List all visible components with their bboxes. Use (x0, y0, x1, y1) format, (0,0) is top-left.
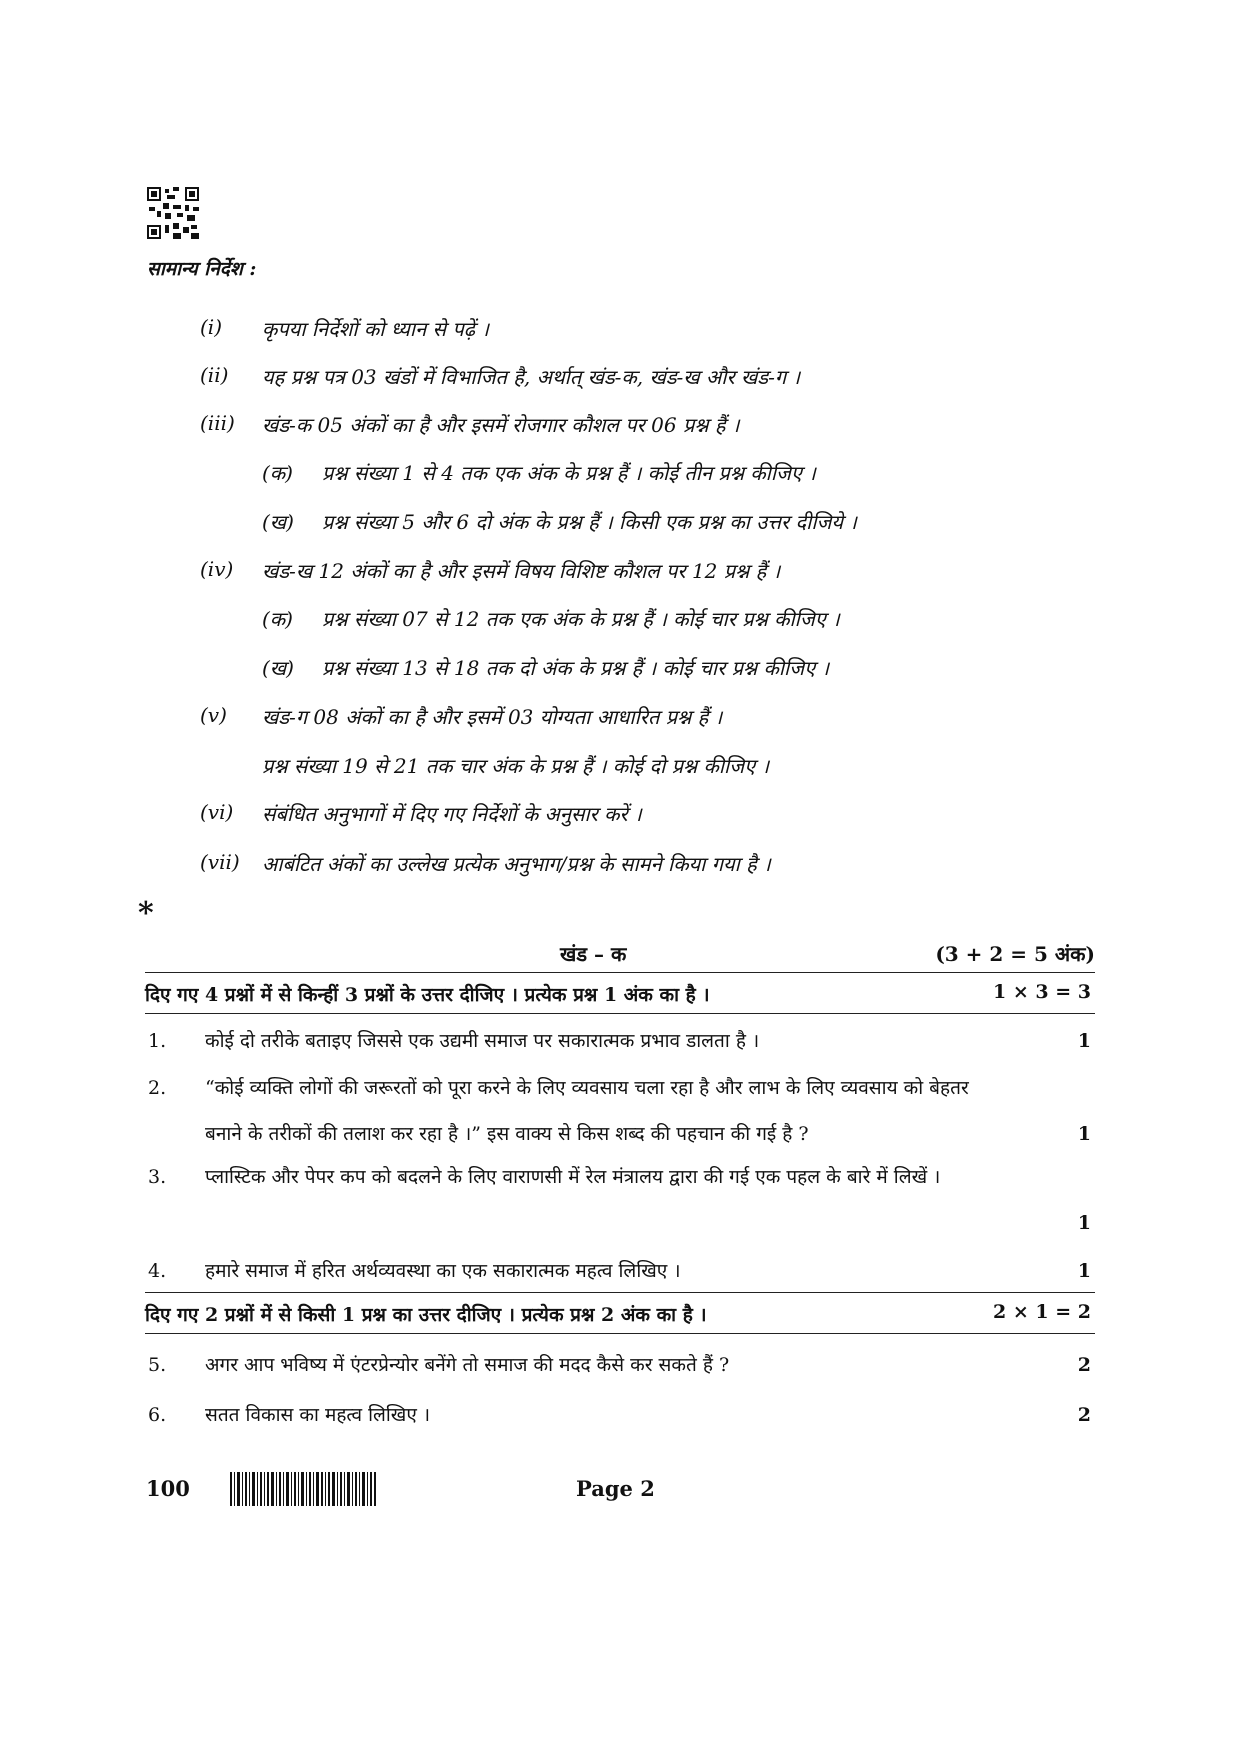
instruction-number: (iii) (200, 411, 235, 435)
instruction-number: (ख) (262, 510, 294, 534)
barcode (230, 1472, 376, 1506)
group-instruction-row (145, 1292, 1095, 1334)
page-number: Page 2 (576, 1476, 655, 1501)
question-text: हमारे समाज में हरित अर्थव्यवस्था का एक सकारात्मक महत्व लिखिए । (205, 1260, 681, 1282)
question-marks: 2 (1077, 1354, 1091, 1376)
instruction-number: (vii) (200, 850, 240, 874)
instruction-number: (vi) (200, 800, 234, 824)
question-marks: 1 (1077, 1260, 1091, 1282)
paper-code: 100 (146, 1476, 190, 1501)
instruction-text: प्रश्न संख्या 19 से 21 तक चार अंक के प्रश्न हैं । कोई दो प्रश्न कीजिए । (262, 754, 770, 778)
question-number: 5. (148, 1354, 167, 1376)
group-instruction-row (145, 972, 1095, 1014)
question-marks: 1 (1077, 1123, 1091, 1145)
instruction-text: प्रश्न संख्या 07 से 12 तक एक अंक के प्रश्न हैं । कोई चार प्रश्न कीजिए । (322, 607, 840, 631)
question-number: 2. (148, 1077, 167, 1099)
instruction-text: संबंधित अनुभागों में दिए गए निर्देशों के अनुसार करें । (262, 802, 642, 826)
instruction-text: आबंटित अंकों का उल्लेख प्रत्येक अनुभाग/प्रश्न के सामने किया गया है । (262, 852, 771, 876)
group-marks: 1 × 3 = 3 (993, 981, 1091, 1003)
instruction-text: प्रश्न संख्या 5 और 6 दो अंक के प्रश्न हैं । किसी एक प्रश्न का उत्तर दीजिये । (322, 510, 857, 534)
group-marks: 2 × 1 = 2 (993, 1301, 1091, 1323)
question-marks: 2 (1077, 1404, 1091, 1426)
question-number: 3. (148, 1166, 167, 1188)
instruction-text: खंड-ग 08 अंकों का है और इसमें 03 योग्यता आधारित प्रश्न हैं । (262, 705, 723, 729)
question-marks: 1 (1077, 1212, 1091, 1234)
instruction-number: (ख) (262, 656, 294, 680)
instruction-text: यह प्रश्न पत्र 03 खंडों में विभाजित है, अर्थात् खंड-क, खंड-ख और खंड-ग । (262, 365, 801, 389)
question-text: अगर आप भविष्य में एंटरप्रेन्योर बनेंगे तो समाज की मदद कैसे कर सकते हैं ? (205, 1354, 730, 1376)
instruction-text: प्रश्न संख्या 13 से 18 तक दो अंक के प्रश्न हैं । कोई चार प्रश्न कीजिए । (322, 656, 830, 680)
star-mark: * (138, 896, 154, 931)
general-instructions-heading: सामान्य निर्देश : (147, 258, 257, 280)
section-marks: (3 + 2 = 5 अंक) (935, 942, 1095, 966)
instruction-number: (क) (262, 461, 293, 485)
group-instruction: दिए गए 4 प्रश्नों में से किन्हीं 3 प्रश्नों के उत्तर दीजिए । प्रत्येक प्रश्न 1 अंक का है । (145, 984, 710, 1006)
question-text: “कोई व्यक्ति लोगों की जरूरतों को पूरा करने के लिए व्यवसाय चला रहा है और लाभ के लिए व्यवसाय को बेहतर बनाने के तरीकों की तलाश कर रहा है ।” इस वाक्य से किस शब्द की पहचान की गई है ? (205, 1077, 969, 1145)
instruction-number: (क) (262, 607, 293, 631)
instruction-number: (v) (200, 703, 227, 727)
instruction-text: खंड-ख 12 अंकों का है और इसमें विषय विशिष्ट कौशल पर 12 प्रश्न हैं । (262, 559, 781, 583)
question-text: सतत विकास का महत्व लिखिए । (205, 1404, 431, 1426)
instruction-number: (i) (200, 315, 223, 339)
question-number: 1. (148, 1030, 167, 1052)
question-number: 4. (148, 1260, 167, 1282)
group-instruction: दिए गए 2 प्रश्नों में से किसी 1 प्रश्न का उत्तर दीजिए । प्रत्येक प्रश्न 2 अंक का है । (145, 1304, 707, 1326)
qr-code (147, 187, 199, 239)
section-title: खंड – क (560, 942, 627, 966)
question-text: प्लास्टिक और पेपर कप को बदलने के लिए वाराणसी में रेल मंत्रालय द्वारा की गई एक पहल के बारे में लिखें । (205, 1166, 941, 1188)
instruction-number: (iv) (200, 557, 234, 581)
question-number: 6. (148, 1404, 167, 1426)
question-text: कोई दो तरीके बताइए जिससे एक उद्यमी समाज पर सकारात्मक प्रभाव डालता है । (205, 1030, 760, 1052)
question-marks: 1 (1077, 1030, 1091, 1052)
instruction-text: खंड-क 05 अंकों का है और इसमें रोजगार कौशल पर 06 प्रश्न हैं । (262, 413, 740, 437)
instruction-text: प्रश्न संख्या 1 से 4 तक एक अंक के प्रश्न हैं । कोई तीन प्रश्न कीजिए । (322, 461, 816, 485)
instruction-text: कृपया निर्देशों को ध्यान से पढ़ें । (262, 317, 489, 341)
instruction-number: (ii) (200, 363, 229, 387)
